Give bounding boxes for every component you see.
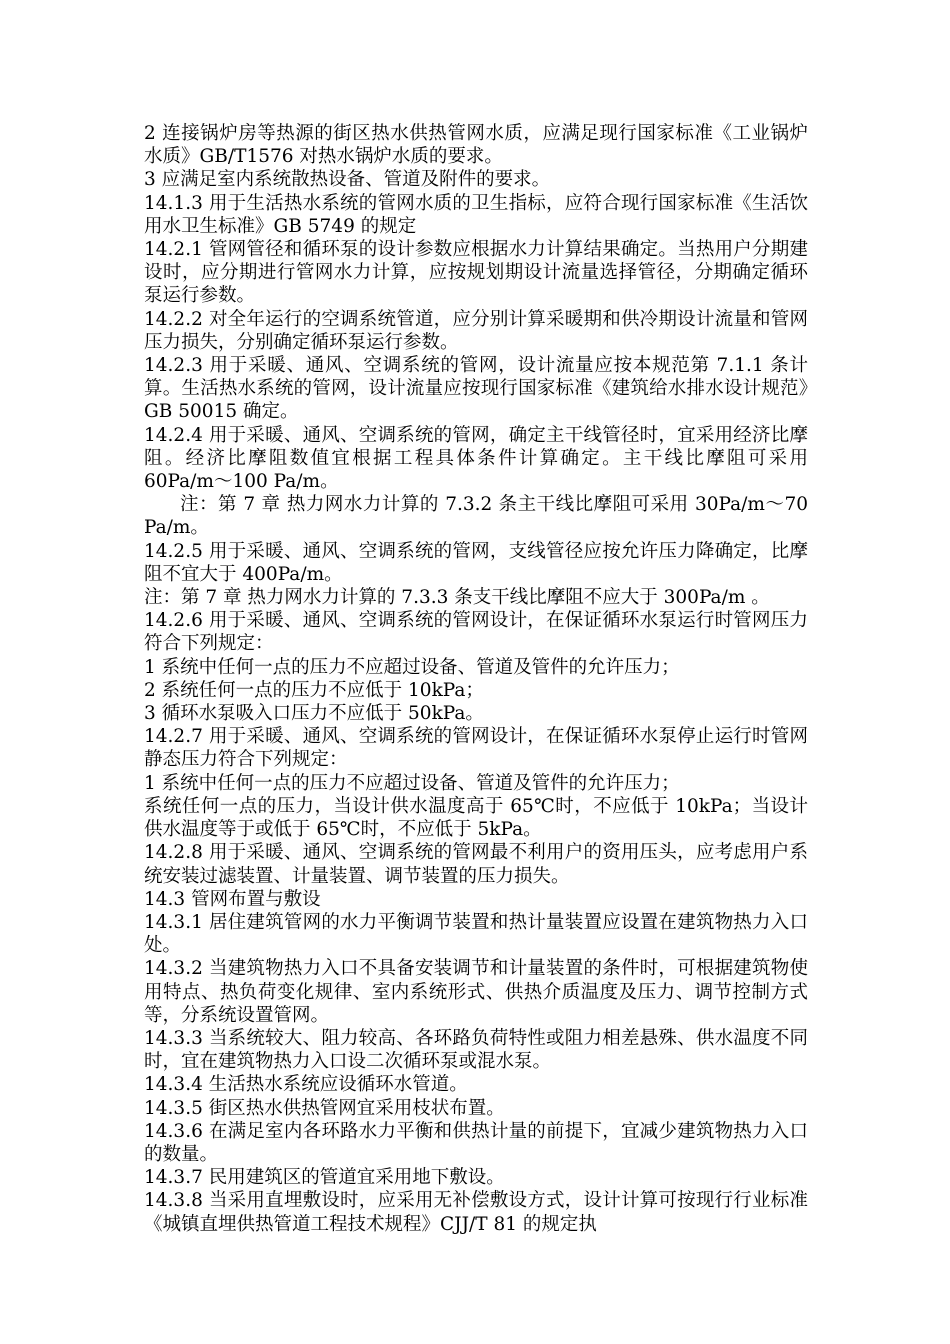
- clause-14-1-3: 14.1.3 用于生活热水系统的管网水质的卫生指标，应符合现行国家标准《生活饮用水卫生标准》GB 5749 的规定: [144, 192, 808, 237]
- clause-14-2-1: 14.2.1 管网管径和循环泵的设计参数应根据水力计算结果确定。当热用户分期建设时，应分期进行管网水力计算，应按规划期设计流量选择管径，分期确定循环泵运行参数。: [144, 239, 808, 307]
- clause-14-3-8: 14.3.8 当采用直埋敷设时，应采用无补偿敷设方式，设计计算可按现行行业标准《城镇直埋供热管道工程技术规程》CJJ/T 81 的规定执: [144, 1190, 808, 1235]
- clause-14-2-4: 14.2.4 用于采暖、通风、空调系统的管网，确定主干线管径时，宜采用经济比摩阻。经济比摩阻数值宜根据工程具体条件计算确定。主干线比摩阻可采用 60Pa/m～100 Pa/m。: [144, 424, 808, 493]
- clause-14-2-5: 14.2.5 用于采暖、通风、空调系统的管网，支线管径应按允许压力降确定，比摩阻不宜大于 400Pa/m。: [144, 540, 808, 585]
- clause-14-2-6: 14.2.6 用于采暖、通风、空调系统的管网设计，在保证循环水泵运行时管网压力符合下列规定：: [144, 610, 808, 655]
- clause-14-3-5: 14.3.5 街区热水供热管网宜采用枝状布置。: [144, 1097, 505, 1119]
- clause-14-3-1: 14.3.1 居住建筑管网的水力平衡调节装置和热计量装置应设置在建筑物热力入口处。: [144, 911, 808, 957]
- note-7-3-3: 注：第 7 章 热力网水力计算的 7.3.3 条支干线比摩阻不应大于 300Pa/m 。: [144, 587, 770, 609]
- clause-14-2-6-item-3: 3 循环水泵吸入口压力不应低于 50kPa。: [144, 703, 484, 725]
- clause-14-2-7-item-2: 系统任何一点的压力，当设计供水温度高于 65℃时，不应低于 10kPa；当设计供水温度等于或低于 65℃时，不应低于 5kPa。: [144, 795, 808, 841]
- clause-14-3-4: 14.3.4 生活热水系统应设循环水管道。: [144, 1074, 468, 1096]
- clause-14-2-8: 14.2.8 用于采暖、通风、空调系统的管网最不利用户的资用压头，应考虑用户系统安装过滤装置、计量装置、调节装置的压力损失。: [144, 842, 808, 887]
- clause-14-3-3: 14.3.3 当系统较大、阻力较高、各环路负荷特性或阻力相差悬殊、供水温度不同时，宜在建筑物热力入口设二次循环泵或混水泵。: [144, 1027, 808, 1073]
- section-heading-14-3: 14.3 管网布置与敷设: [144, 888, 321, 910]
- clause-3-indoor-equipment: 3 应满足室内系统散热设备、管道及附件的要求。: [144, 169, 551, 191]
- clause-14-3-2: 14.3.2 当建筑物热力入口不具备安装调节和计量装置的条件时，可根据建筑物使用特点、热负荷变化规律、室内系统形式、供热介质温度及压力、调节控制方式等，分系统设置管网。: [144, 958, 808, 1026]
- document-page: [144, 122, 808, 1236]
- clause-14-3-7: 14.3.7 民用建筑区的管道宜采用地下敷设。: [144, 1167, 505, 1189]
- clause-2-water-quality-boiler: 2 连接锅炉房等热源的街区热水供热管网水质，应满足现行国家标准《工业锅炉水质》GB/T1576 对热水锅炉水质的要求。: [144, 123, 808, 168]
- clause-14-2-3: 14.2.3 用于采暖、通风、空调系统的管网，设计流量应按本规范第 7.1.1 条计算。生活热水系统的管网，设计流量应按现行国家标准《建筑给水排水设计规范》GB 50015 确定。: [144, 355, 808, 423]
- clause-14-2-6-item-2: 2 系统任何一点的压力不应低于 10kPa；: [144, 679, 484, 701]
- clause-14-2-7: 14.2.7 用于采暖、通风、空调系统的管网设计，在保证循环水泵停止运行时管网静态压力符合下列规定：: [144, 726, 808, 771]
- clause-14-3-6: 14.3.6 在满足室内各环路水力平衡和供热计量的前提下，宜减少建筑物热力入口的数量。: [144, 1120, 808, 1165]
- clause-14-2-2: 14.2.2 对全年运行的空调系统管道，应分别计算采暖期和供冷期设计流量和管网压力损失，分别确定循环泵运行参数。: [144, 308, 808, 353]
- clause-14-2-7-item-1: 1 系统中任何一点的压力不应超过设备、管道及管件的允许压力；: [144, 772, 680, 794]
- note-7-3-2: 注：第 7 章 热力网水力计算的 7.3.2 条主干线比摩阻可采用 30Pa/m～70 Pa/m。: [144, 494, 808, 539]
- clause-14-2-6-item-1: 1 系统中任何一点的压力不应超过设备、管道及管件的允许压力；: [144, 656, 680, 678]
